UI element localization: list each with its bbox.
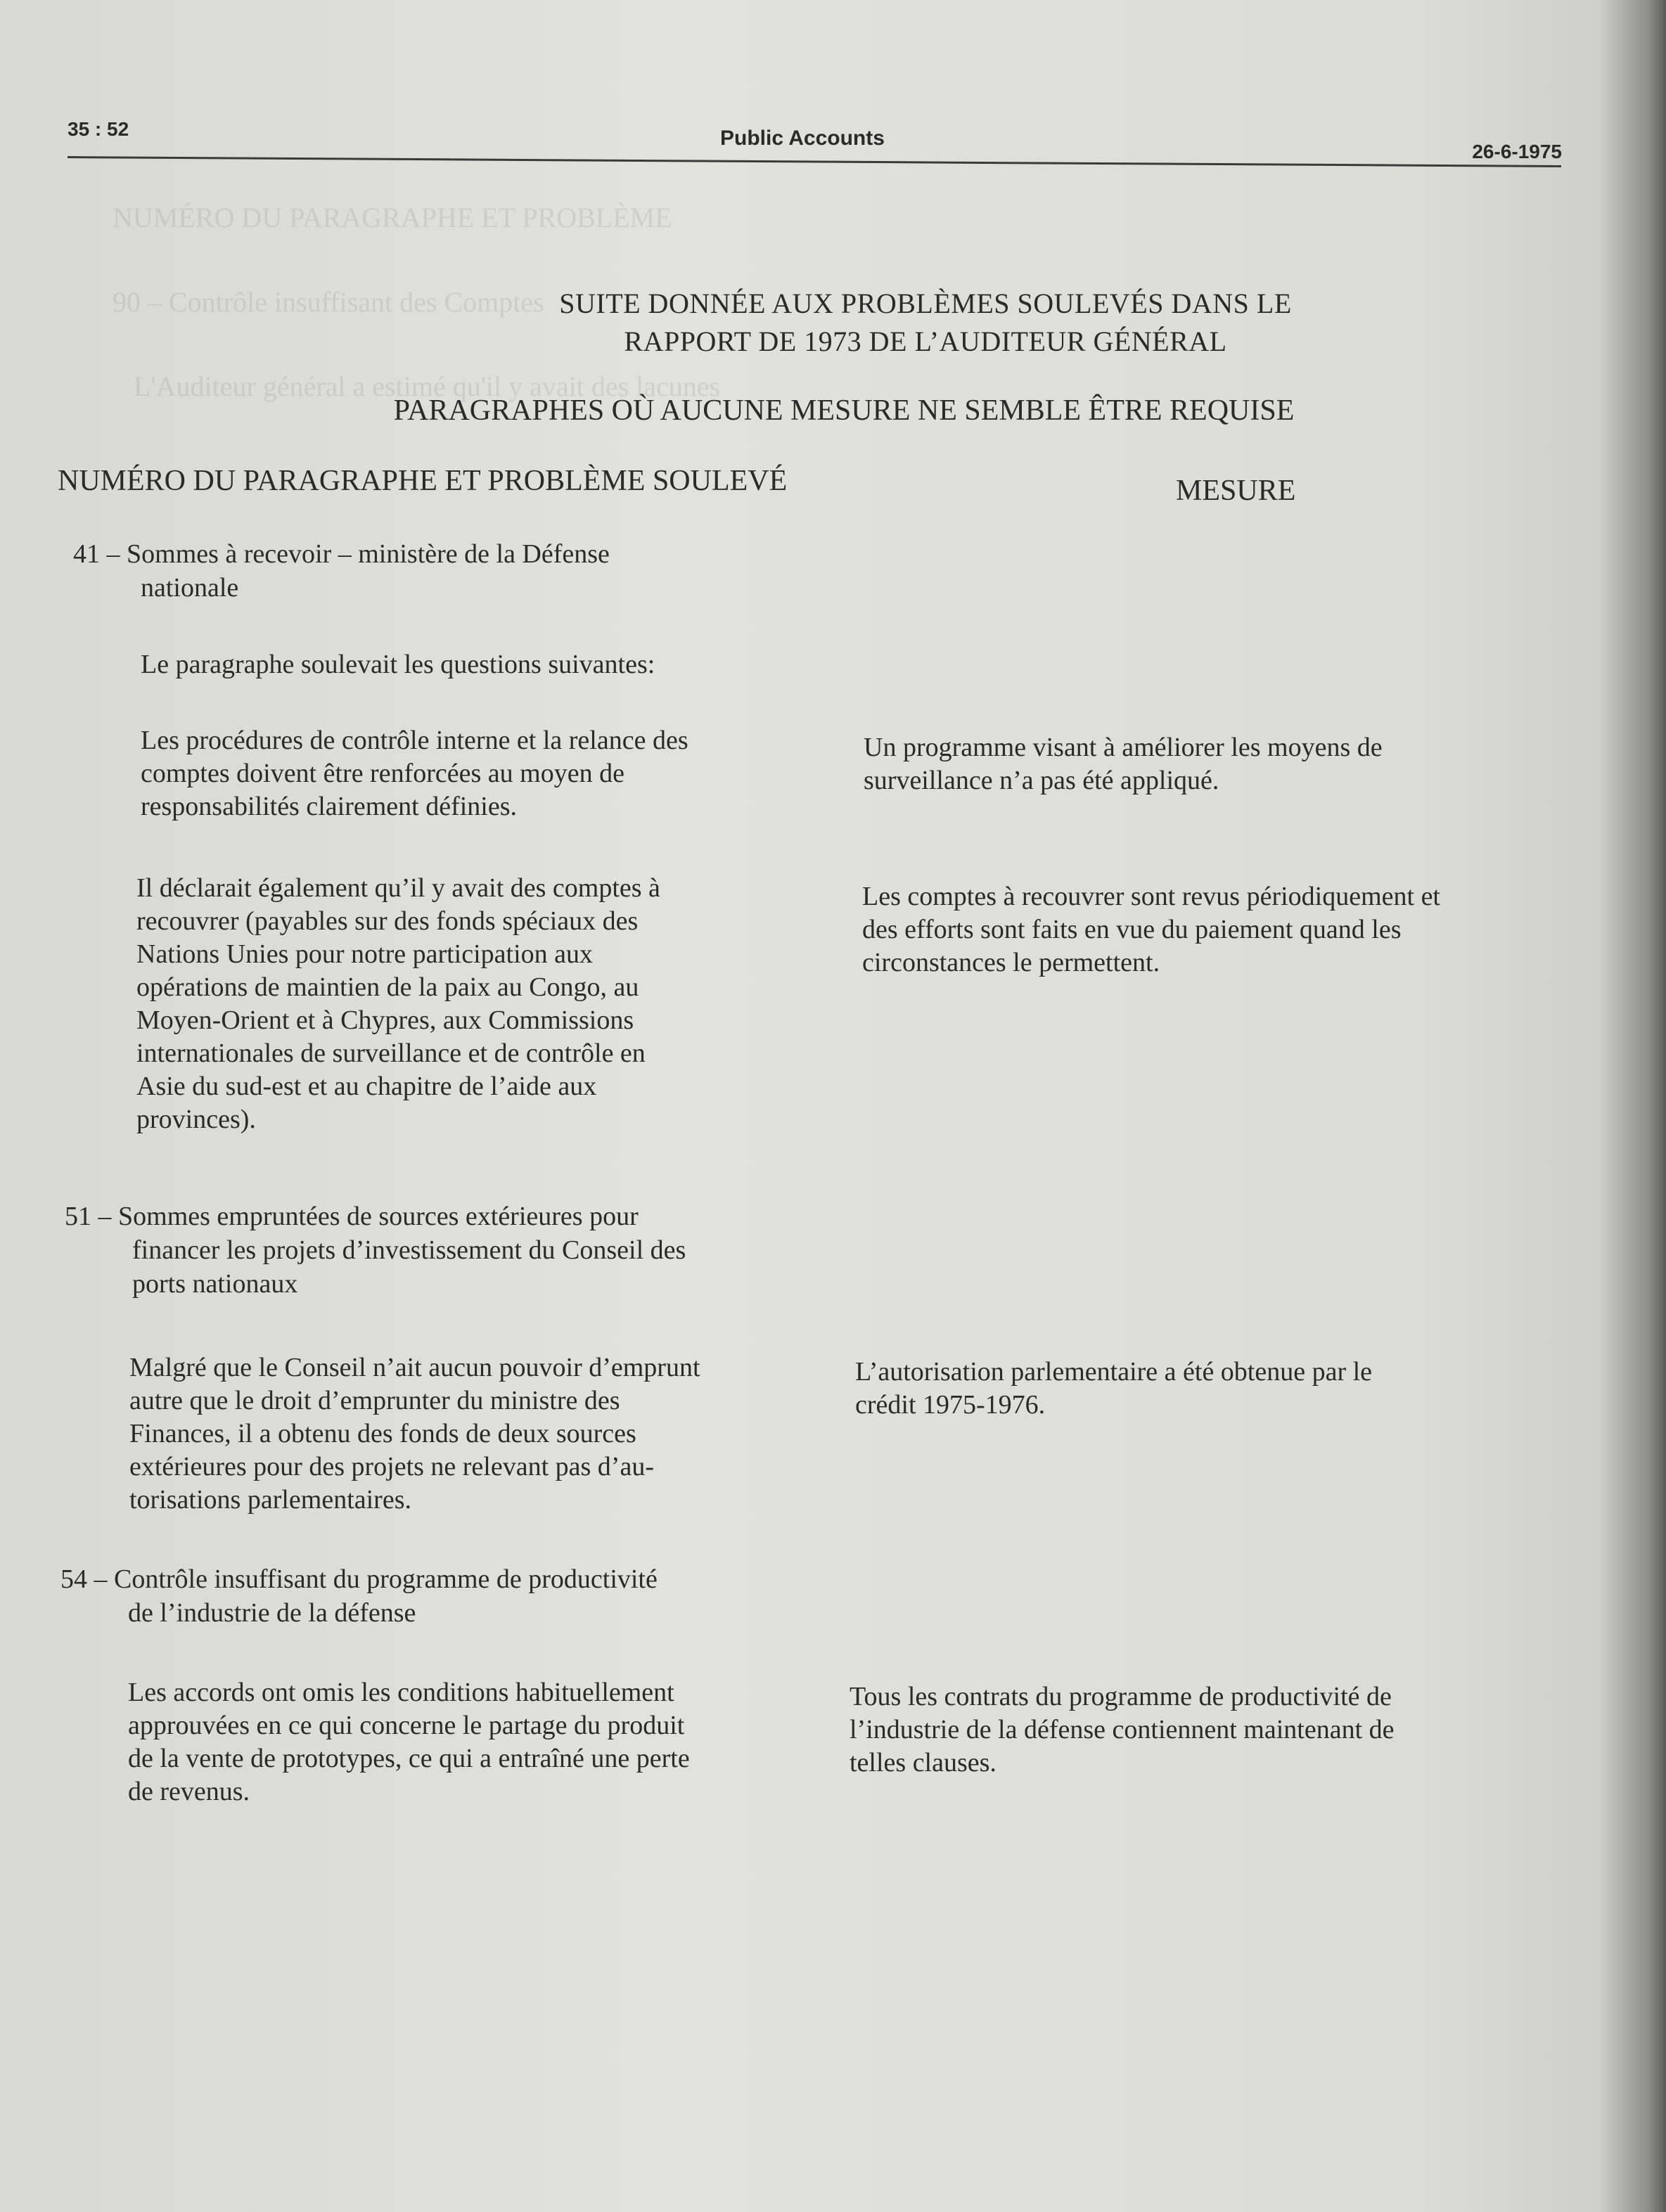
item-51-problem (129, 1351, 700, 1517)
text-line: telles clauses. (850, 1748, 997, 1777)
item-41-intro (141, 648, 655, 681)
item-51-heading (65, 1200, 686, 1301)
text-line: recouvrer (payables sur des fonds spéciaux des (136, 906, 639, 936)
column-heading-problem: NUMÉRO DU PARAGRAPHE ET PROBLÈME SOULEVÉ (58, 465, 788, 497)
text-line: circonstances le permettent. (862, 948, 1160, 977)
text-line: Finances, il a obtenu des fonds de deux sources (129, 1419, 636, 1448)
text-line: de revenus. (128, 1777, 250, 1806)
header-date: 26-6-1975 (1472, 141, 1562, 162)
item-54-measure (850, 1680, 1395, 1780)
item-51-heading-line: ports nationaux (132, 1269, 298, 1299)
text-line: Moyen-Orient et à Chypres, aux Commissions (136, 1005, 634, 1035)
text-line: Tous les contrats du programme de productivité de (850, 1682, 1392, 1711)
text-line: Asie du sud-est et au chapitre de l’aide aux (136, 1072, 597, 1101)
item-41-heading-line: 41 – Sommes à recevoir – ministère de la Défense (73, 539, 610, 569)
item-54-problem (128, 1676, 690, 1808)
item-51-measure (855, 1356, 1372, 1422)
item-54-heading (60, 1562, 658, 1630)
show-through-texture: NUMÉRO DU PARAGRAPHE ET PROBLÈME 90 – Contrôle insuffisant des Comptes L'Auditeur général a estimé qu'il y avait des lacunes (113, 202, 721, 402)
text-line: approuvées en ce qui concerne le partage du produit (128, 1711, 685, 1740)
section-subtitle: PARAGRAPHES OÙ AUCUNE MESURE NE SEMBLE ÊTRE REQUISE (393, 394, 1295, 427)
text-line: Les procédures de contrôle interne et la relance des (141, 726, 688, 755)
text-line: opérations de maintien de la paix au Congo, au (136, 972, 639, 1002)
item-41-measure-1 (864, 731, 1383, 797)
header-rule (68, 156, 1561, 167)
column-heading-measure: MESURE (1176, 475, 1296, 507)
text-line: Les accords ont omis les conditions habituellement (128, 1678, 674, 1707)
item-41-problem-1 (141, 724, 688, 823)
text-line: Les comptes à recouvrer sont revus périodiquement et (862, 882, 1440, 911)
text-line: provinces). (136, 1105, 256, 1134)
item-51-heading-line: financer les projets d’investissement du Conseil des (132, 1235, 686, 1265)
text-line: l’industrie de la défense contiennent maintenant de (850, 1715, 1395, 1744)
text-line: de la vente de prototypes, ce qui a entraîné une perte (128, 1744, 690, 1773)
text-line: torisations parlementaires. (129, 1485, 411, 1515)
text-line: internationales de surveillance et de contrôle en (136, 1039, 646, 1068)
text-line: responsabilités clairement définies. (141, 792, 517, 821)
item-41-measure-2 (862, 880, 1440, 979)
page-number: 35 : 52 (68, 118, 129, 140)
text-line: des efforts sont faits en vue du paiement quand les (862, 915, 1402, 944)
document-title-line-1: SUITE DONNÉE AUX PROBLÈMES SOULEVÉS DANS LE (559, 288, 1292, 319)
item-41-problem-2 (136, 872, 660, 1136)
text-line: comptes doivent être renforcées au moyen de (141, 759, 624, 788)
text-line: Un programme visant à améliorer les moyens de (864, 733, 1383, 762)
text-line: L’autorisation parlementaire a été obtenue par le (855, 1357, 1373, 1387)
document-title-line-2: RAPPORT DE 1973 DE L’AUDITEUR GÉNÉRAL (624, 326, 1227, 357)
running-header: Public Accounts (720, 127, 885, 150)
item-41-heading-line: nationale (141, 573, 239, 603)
text-line: autre que le droit d’emprunter du ministre des (129, 1386, 620, 1415)
item-41-intro-text: Le paragraphe soulevait les questions suivantes: (141, 650, 655, 679)
text-line: extérieures pour des projets ne relevant pas d’au- (129, 1452, 654, 1481)
item-41-heading (73, 537, 610, 605)
text-line: crédit 1975-1976. (855, 1390, 1046, 1420)
text-line: Malgré que le Conseil n’ait aucun pouvoir d’emprunt (129, 1353, 700, 1382)
item-54-heading-line: 54 – Contrôle insuffisant du programme de productivité (60, 1564, 658, 1594)
text-line: Nations Unies pour notre participation aux (136, 939, 594, 969)
text-line: Il déclarait également qu’il y avait des comptes à (136, 873, 660, 903)
text-line: surveillance n’a pas été appliqué. (864, 766, 1219, 795)
item-51-heading-line: 51 – Sommes empruntées de sources extérieures pour (65, 1202, 639, 1231)
item-54-heading-line: de l’industrie de la défense (128, 1598, 416, 1628)
